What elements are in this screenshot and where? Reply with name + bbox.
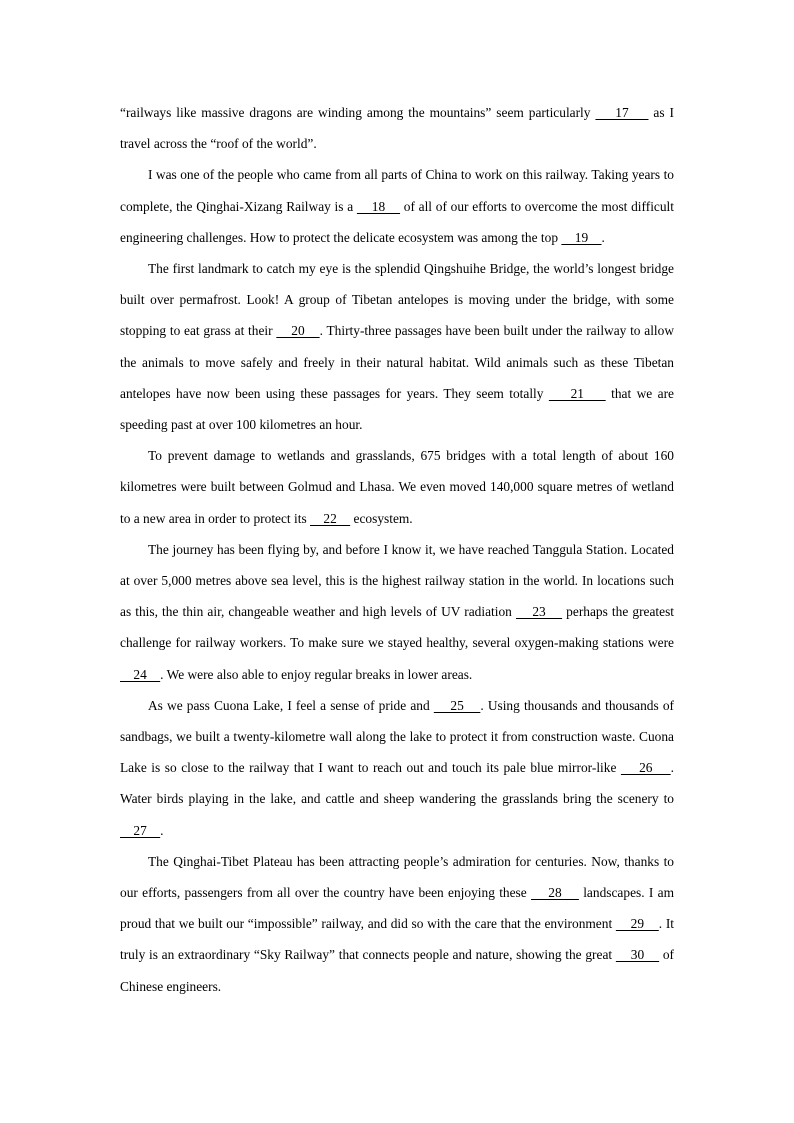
passage-text: . Water birds playing in the lake, and cattle and sheep wandering the grasslands bring the scenery to (120, 760, 675, 807)
passage-text: that we are speeding past at over 100 kilometres an hour. (120, 385, 675, 433)
blank-20: 20 (276, 323, 320, 339)
passage-paragraph (120, 846, 674, 1002)
passage-paragraph (120, 690, 674, 846)
blank-23: 23 (515, 604, 563, 620)
passage-text: As we pass Cuona Lake, I feel a sense of pride and (148, 697, 434, 713)
passage-paragraph (120, 159, 674, 253)
blank-30: 30 (615, 947, 660, 963)
blank-19: 19 (561, 229, 602, 245)
passage-paragraph (120, 253, 674, 440)
blank-17: 17 (595, 105, 649, 120)
blank-28: 28 (531, 885, 579, 901)
blank-25: 25 (433, 697, 481, 713)
passage-text: The first landmark to catch my eye is the splendid Qingshuihe Bridge, the world’s longest bridge built over permafrost. Look! A group of Tibetan antelopes is moving under the bridge, with some stopping to eat grass at their (120, 261, 674, 339)
passage-text: “railways like massive dragons are winding among the mountains” seem particularly (120, 105, 596, 120)
passage-text: . (601, 229, 605, 245)
passage-text: landscapes. I am proud that we built our “impossible” railway, and did so with the care that the environment (120, 885, 675, 932)
blank-29: 29 (615, 916, 659, 932)
passage-text: The journey has been flying by, and before I know it, we have reached Tanggula Station. Located at over 5,000 metres above sea level, this is the highest railway station in the world. In locations such as this, the thin air, changeable weather and high levels of UV radiation (120, 541, 674, 620)
blank-21: 21 (548, 385, 606, 401)
passage-text: of Chinese engineers. (120, 947, 674, 994)
passage-text: . (160, 822, 164, 838)
passage-paragraph (120, 440, 674, 534)
passage-text: I was one of the people who came from all parts of China to work on this railway. Taking years to complete, the Qinghai-Xizang Railway is a (120, 167, 674, 214)
passage-text: ecosystem. (350, 510, 413, 526)
blank-22: 22 (310, 510, 351, 526)
passage-text: perhaps the greatest challenge for railway workers. To make sure we stayed healthy, several oxygen-making stations were (120, 604, 675, 651)
passage-text: . Thirty-three passages have been built under the railway to allow the animals to move safely and freely in their natural habitat. Wild animals such as these Tibetan antelopes have now been using these passages for years. They seem totally (120, 323, 674, 401)
passage-text: . It truly is an extraordinary “Sky Railway” that connects people and nature, showing the great (120, 916, 674, 963)
passage-text: as I travel across the “roof of the world”. (120, 105, 674, 152)
blank-26: 26 (620, 760, 671, 776)
blank-27: 27 (120, 822, 161, 838)
passage-text: . Using thousands and thousands of sandbags, we built a twenty-kilometre wall along the lake to protect it from construction waste. Cuona Lake is so close to the railway that I want to reach out and touch its pale blue mirror-like (120, 697, 675, 776)
passage-text: of all of our efforts to overcome the most difficult engineering challenges. How to protect the delicate ecosystem was among the top (120, 198, 675, 245)
passage-text: To prevent damage to wetlands and grasslands, 675 bridges with a total length of about 160 kilometres were built between Golmud and Lhasa. We even moved 140,000 square metres of wetland to a new area in order to protect its (120, 448, 674, 526)
passage-paragraph (120, 534, 674, 690)
blank-18: 18 (356, 198, 401, 214)
cloze-passage (120, 97, 674, 1002)
passage-text: The Qinghai-Tibet Plateau has been attracting people’s admiration for centuries. Now, thanks to our efforts, passengers from all over the country have been enjoying these (120, 853, 674, 901)
blank-24: 24 (120, 666, 161, 682)
passage-paragraph (120, 97, 674, 159)
passage-text: . We were also able to enjoy regular breaks in lower areas. (160, 666, 473, 682)
